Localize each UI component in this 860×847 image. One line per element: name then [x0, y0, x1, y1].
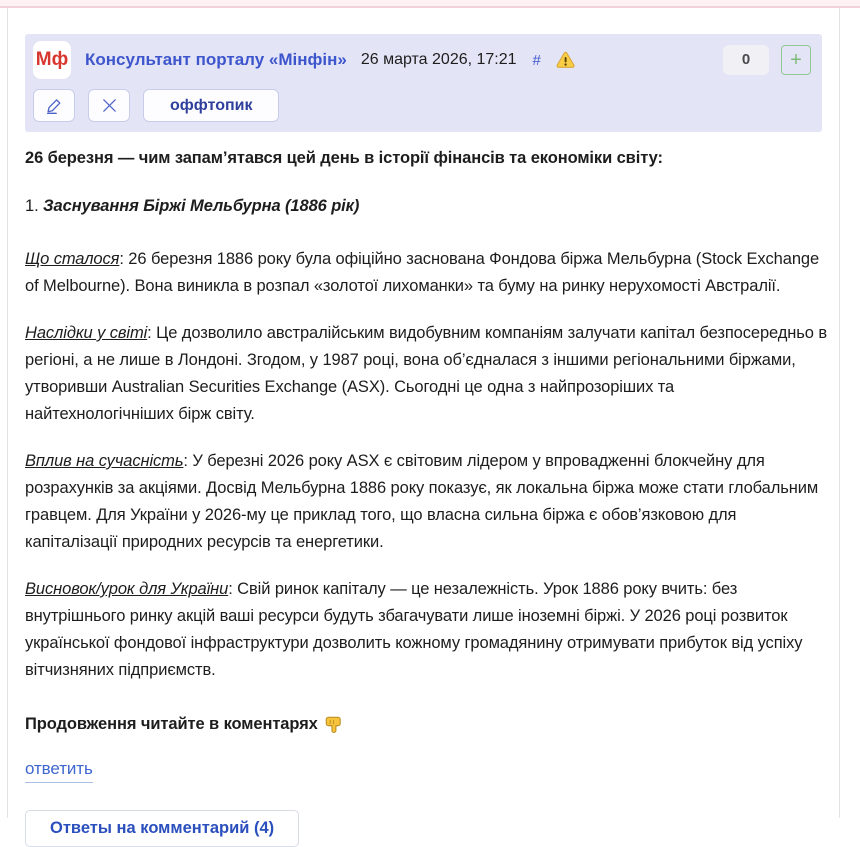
comment-timestamp: 26 марта 2026, 17:21 — [360, 51, 517, 68]
comment-body — [25, 132, 827, 847]
comment-paragraph — [25, 320, 827, 428]
outro-text: Продовження читайте в коментарях — [25, 715, 318, 733]
vote-score: 0 — [723, 45, 769, 75]
minfin-logo: Мф — [33, 41, 71, 79]
item-number: 1. — [25, 197, 44, 215]
edit-comment-button[interactable] — [33, 89, 75, 122]
comment-item-line — [25, 193, 827, 220]
comment-paragraph — [25, 448, 827, 556]
item-title: Заснування Біржі Мельбурна (1886 рік) — [43, 197, 360, 215]
comment-thread-container — [7, 8, 840, 837]
backhand-pointing-down-icon — [324, 715, 343, 735]
top-strip — [0, 0, 860, 8]
paragraph-text: : Свій ринок капіталу — це незалежність. Урок 1886 року вчить: без внутрішнього ринку акцій ваші ресурси будуть збагачувати лише іноземні біржі. У 2026 році розвиток української фондової інфраструктури дозволить кожному громадянину отримувати прибуток від успіху вітчизняних підприємств. — [25, 580, 803, 679]
show-replies-button[interactable]: Ответы на комментарий (4) — [25, 810, 299, 847]
pencil-icon — [44, 96, 64, 116]
delete-comment-button[interactable] — [88, 89, 130, 122]
paragraph-text: : Це дозволило австралійським видобувним компаніям залучати капітал безпосередньо в регіоні, а не лише в Лондоні. Згодом, у 1987 році, вона об’єдналася з іншими регіональними біржами, утворивши Australian Securities Exchange (ASX). Сьогодні це одна з найпрозоріших та найтехнологічніших бірж світу. — [25, 324, 828, 423]
report-button[interactable] — [555, 51, 576, 70]
comment-paragraph — [25, 576, 827, 684]
paragraph-text: : 26 березня 1886 року була офіційно заснована Фондова біржа Мельбурна (Stock Exchange of Melbourne). Вона виникла в розпал «золотої лихоманки» та буму на ринку нерухомості Австралії. — [25, 250, 820, 295]
comment-header — [25, 34, 822, 132]
paragraph-text: : У березні 2026 року ASX є світовим лідером у впровадженні блокчейну для розрахунків за акціями. Досвід Мельбурна 1886 року показує, як локальна біржа може стати глобальним гравцем. Для України у 2026-му це приклад того, що власна сильна біржа є обов’язковою для капіталізації природних ресурсів та енергетики. — [25, 452, 819, 551]
comment-header-meta-row — [33, 41, 811, 79]
paragraph-label: Наслідки у світі — [25, 324, 148, 342]
paragraph-label: Вплив на сучасність — [25, 452, 184, 470]
comment-actions-row — [33, 89, 811, 122]
comment-author-link[interactable]: Консультант порталу «Мінфін» — [85, 50, 347, 69]
close-icon — [100, 96, 119, 115]
reply-link[interactable]: ответить — [25, 755, 93, 783]
paragraph-label: Висновок/урок для України — [25, 580, 229, 598]
plus-icon: + — [790, 49, 802, 71]
warning-triangle-icon — [555, 51, 576, 70]
paragraph-label: Що сталося — [25, 250, 120, 268]
comment-intro-line: 26 березня — чим запам’ятався цей день в історії фінансів та економіки світу: — [25, 149, 663, 167]
comment-outro-line — [25, 711, 827, 738]
comment-paragraph — [25, 246, 827, 300]
vote-up-button[interactable] — [781, 45, 811, 75]
offtopic-button[interactable]: оффтопик — [143, 89, 279, 122]
comment-anchor-link[interactable]: # — [532, 51, 541, 69]
